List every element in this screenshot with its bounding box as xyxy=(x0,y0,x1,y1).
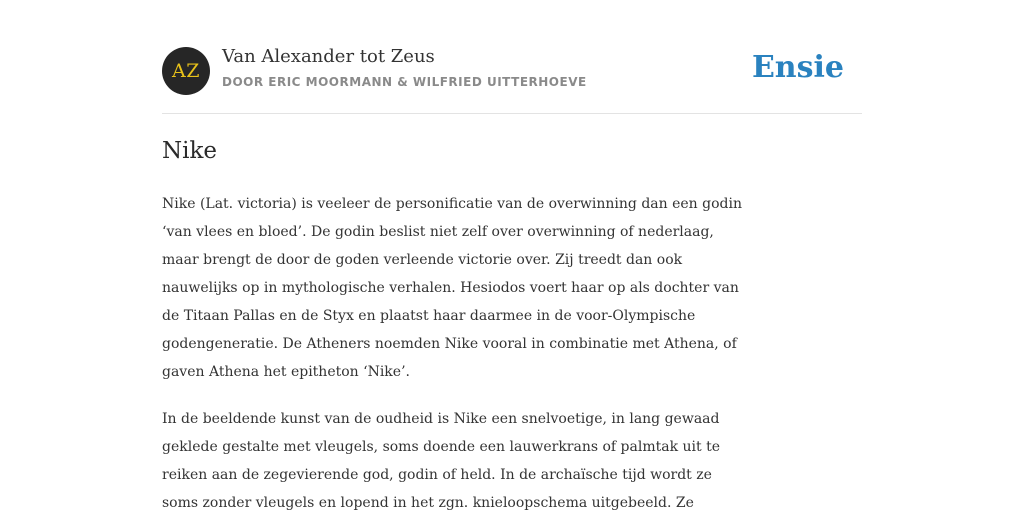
text-line: Nike (Lat. victoria) is veeleer de personificatie van de overwinning dan een godin xyxy=(162,196,742,212)
text-line: maar brengt de door de goden verleende victorie over. Zij treedt dan ook xyxy=(162,252,683,268)
article-title: Nike xyxy=(162,138,218,164)
header-divider xyxy=(162,113,862,114)
text-line: gaven Athena het epitheton ‘Nike’. xyxy=(162,364,410,380)
ensie-logo[interactable]: Ensie xyxy=(751,50,844,85)
text-line: godengeneratie. De Atheners noemden Nike vooral in combinatie met Athena, of xyxy=(162,336,737,352)
text-line: geklede gestalte met vleugels, soms doende een lauwerkrans of palmtak uit te xyxy=(162,439,721,455)
book-header xyxy=(162,46,862,96)
article-body xyxy=(162,190,882,512)
text-line: reiken aan de zegevierende god, godin of held. In de archaïsche tijd wordt ze xyxy=(162,467,712,483)
text-line: soms zonder vleugels en lopend in het zgn. knieloopschema uitgebeeld. Ze xyxy=(162,495,694,511)
text-line: nauwelijks op in mythologische verhalen. Hesiodos voert haar op als dochter van xyxy=(162,280,739,296)
book-authors: DOOR ERIC MOORMANN & WILFRIED UITTERHOEVE xyxy=(222,75,587,89)
text-line: In de beeldende kunst van de oudheid is Nike een snelvoetige, in lang gewaad xyxy=(162,411,720,427)
text-line: de Titaan Pallas en de Styx en plaatst haar daarmee in de voor-Olympische xyxy=(162,308,696,324)
article-paragraph xyxy=(162,190,882,386)
article-paragraph xyxy=(162,405,882,512)
book-avatar[interactable]: AZ xyxy=(162,47,210,95)
book-title-link[interactable]: Van Alexander tot Zeus xyxy=(222,46,435,67)
text-line: ‘van vlees en bloed’. De godin beslist niet zelf over overwinning of nederlaag, xyxy=(162,224,714,240)
